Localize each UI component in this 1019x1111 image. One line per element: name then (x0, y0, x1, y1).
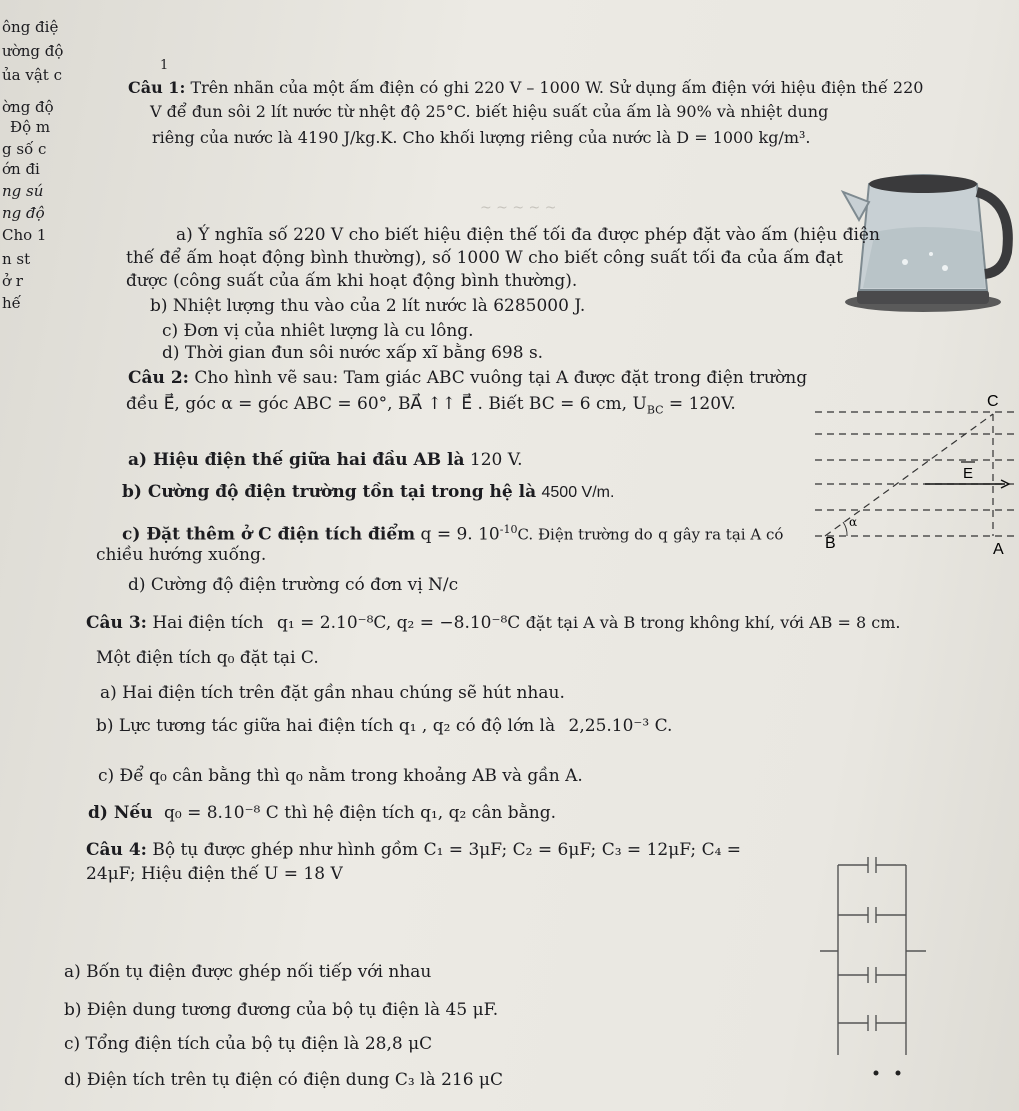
q3-title: Câu 3: (86, 613, 147, 633)
q2-title: Câu 2: (128, 368, 189, 388)
q1-a-line3: được (công suất của ấm khi hoạt động bình thường). (126, 271, 578, 291)
q4-line2: 24μF; Hiệu điện thế U = 18 V (86, 864, 343, 884)
q4-d: d) Điện tích trên tụ điện có điện dung C₃ là 216 μC (64, 1070, 503, 1090)
edge-fragment: ường độ (2, 42, 64, 60)
edge-fragment: ở r (2, 272, 23, 290)
q1-line2: V để đun sôi 2 lít nước từ nhệt độ 25°C. biết hiệu suất của ấm là 90% và nhiệt dung (150, 102, 829, 121)
q4-title: Câu 4: (86, 840, 147, 860)
q1-d: d) Thời gian đun sôi nước xấp xĩ bằng 698 s. (162, 343, 544, 363)
q4-a: a) Bốn tụ điện được ghép nối tiếp với nhau (64, 962, 432, 982)
label-E: E (963, 465, 974, 482)
q2-d: d) Cường độ điện trường có đơn vị N/c (128, 575, 459, 595)
triangle-field-diagram (805, 390, 1019, 560)
edge-fragment: ng độ (2, 204, 45, 222)
q3-a: a) Hai điện tích trên đặt gần nhau chúng sẽ hút nhau. (100, 683, 565, 703)
label-C: C (987, 393, 999, 410)
edge-fragment: Độ m (10, 118, 51, 136)
label-B: B (825, 535, 836, 552)
q1-c: c) Đơn vị của nhiêt lượng là cu lông. (162, 321, 474, 341)
edge-fragment: ớn đi (2, 160, 40, 178)
label-A: A (993, 541, 1004, 558)
edge-fragment: ủa vật c (2, 66, 62, 84)
q1-a-line2: thế để ấm hoạt động bình thường), số 1000 W cho biết công suất tối đa của ấm đạt (126, 248, 843, 268)
q2-b: b) Cường độ điện trường tồn tại trong hệ là 4500 V/m. (122, 482, 615, 502)
q2-line2: đều E⃗, góc α = góc ABC = 60°, BA⃗ ↑↑ E⃗ . Biết BC = 6 cm, $U_{BC} = 120V$. (126, 394, 736, 417)
capacitor-circuit-diagram (818, 855, 928, 1085)
q3-d: d) Nếu q₀ = 8.10⁻⁸ C thì hệ điện tích q₁, q₂ cân bằng. (88, 803, 556, 823)
edge-fragment: g số c (2, 140, 47, 158)
q3-b: b) Lực tương tác giữa hai điện tích q₁ , q₂ có độ lớn là 2,25.10⁻³ C. (96, 716, 673, 736)
edge-fragment: ờng độ (2, 98, 54, 116)
q1-line1: Câu 1: Trên nhãn của một ấm điện có ghi 220 V – 1000 W. Sử dụng ấm điện với hiệu điện thế 220 (128, 78, 924, 97)
q4-b: b) Điện dung tương đương của bộ tụ điện là 45 μF. (64, 1000, 499, 1020)
edge-fragment: ng sú (2, 182, 44, 200)
adjacent-page-edge (0, 0, 72, 480)
q3-line2: Một điện tích q₀ đặt tại C. (96, 648, 319, 668)
q1-line3: riêng của nước là 4190 J/kg.K. Cho khối lượng riêng của nước là D = 1000 kg/m³. (152, 128, 811, 147)
edge-fragment: hế (2, 294, 21, 312)
q1-title: Câu 1: (128, 78, 186, 97)
edge-fragment: n st (2, 250, 31, 268)
q2-c: c) Đặt thêm ở C điện tích điểm q = 9. $10^{-10}C$. Điện trường do q gây ra tại A có (122, 523, 784, 545)
q3-line1: Câu 3: Hai điện tích q₁ = 2.10⁻⁸C, q₂ = −8.10⁻⁸C đặt tại A và B trong không khí, với AB = 8 cm. (86, 613, 901, 633)
page-mark: 1 (160, 58, 169, 73)
q1-b: b) Nhiệt lượng thu vào của 2 lít nước là 6285000 J. (150, 296, 586, 316)
q4-c: c) Tổng điện tích của bộ tụ điện là 28,8 μC (64, 1034, 433, 1054)
q2-c-line2: chiều hướng xuống. (96, 545, 267, 565)
label-alpha: α (849, 515, 858, 529)
edge-fragment: Cho 1 (2, 226, 47, 244)
q4-line1: Câu 4: Bộ tụ được ghép như hình gồm C₁ = 3μF; C₂ = 6μF; C₃ = 12μF; C₄ = (86, 840, 742, 860)
q1-a-line1: a) Ý nghĩa số 220 V cho biết hiệu điện thế tối đa được phép đặt vào ấm (hiệu điện (176, 225, 880, 245)
q2-line1: Câu 2: Cho hình vẽ sau: Tam giác ABC vuông tại A được đặt trong điện trường (128, 368, 808, 388)
q2-a: a) Hiệu điện thế giữa hai đầu AB là 120 V. (128, 450, 523, 470)
edge-fragment: ông điệ (2, 18, 59, 36)
q3-c: c) Để q₀ cân bằng thì q₀ nằm trong khoảng AB và gần A. (98, 766, 583, 786)
bleed-through: ~ ~ ~ ~ ~ (480, 200, 557, 216)
